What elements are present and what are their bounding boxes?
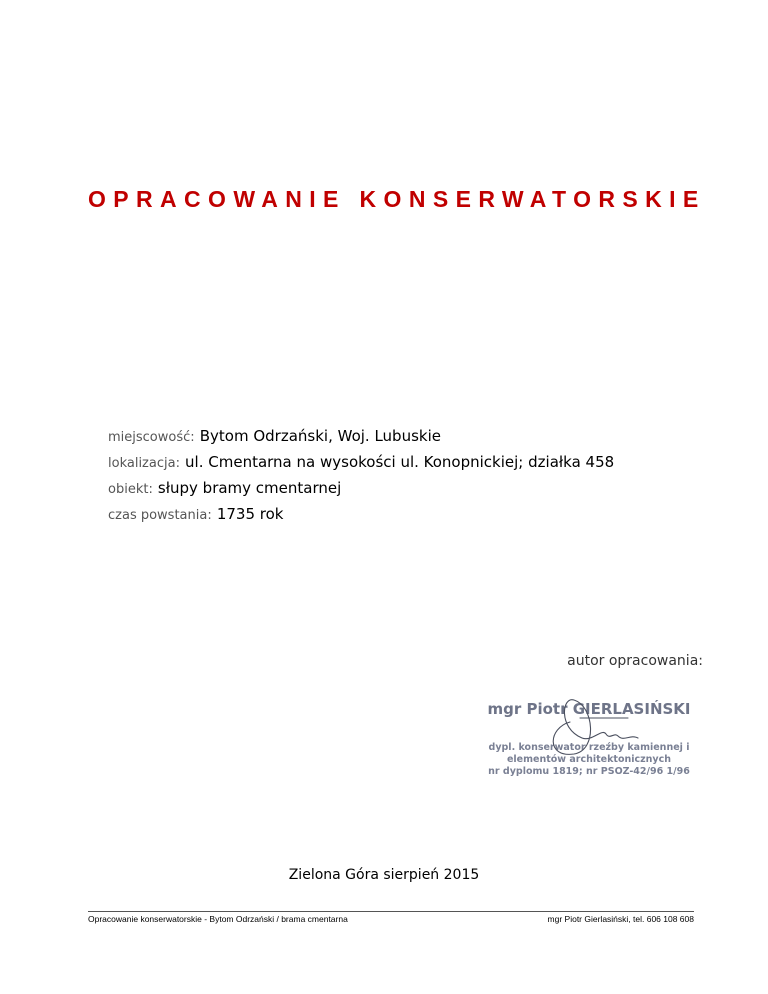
document-title: OPRACOWANIE KONSERWATORSKIE [88,186,706,212]
detail-label: obiekt: [108,482,153,497]
author-stamp [478,688,700,784]
detail-value: 1735 rok [216,505,284,523]
detail-row-address [108,452,614,478]
footer-left-text: Opracowanie konserwatorskie - Bytom Odrzański / brama cmentarna [88,914,348,924]
detail-value: słupy bramy cmentarnej [157,479,342,497]
detail-value: ul. Cmentarna na wysokości ul. Konopnickiej; działka 458 [185,453,615,471]
detail-row-date [108,504,614,530]
detail-label: czas powstania: [108,508,212,523]
stamp-line-3: nr dyplomu 1819; nr PSOZ-42/96 1/96 [488,766,690,777]
stamp-line-1: dypl. konserwator rzeźby kamiennej i [488,742,690,753]
detail-row-object [108,478,614,504]
details-section [108,426,614,530]
place-and-date: Zielona Góra sierpień 2015 [288,867,480,883]
stamp-name: mgr Piotr GIERLASIŃSKI [487,700,691,718]
author-label: autor opracowania: [567,653,703,669]
detail-label: lokalizacja: [108,456,180,471]
stamp-line-2: elementów architektonicznych [506,754,672,765]
detail-label: miejscowość: [108,430,195,445]
detail-row-location [108,426,614,452]
footer-right-text: mgr Piotr Gierlasiński, tel. 606 108 608 [547,914,694,924]
detail-value: Bytom Odrzański, Woj. Lubuskie [199,427,441,445]
page-footer [88,911,694,924]
